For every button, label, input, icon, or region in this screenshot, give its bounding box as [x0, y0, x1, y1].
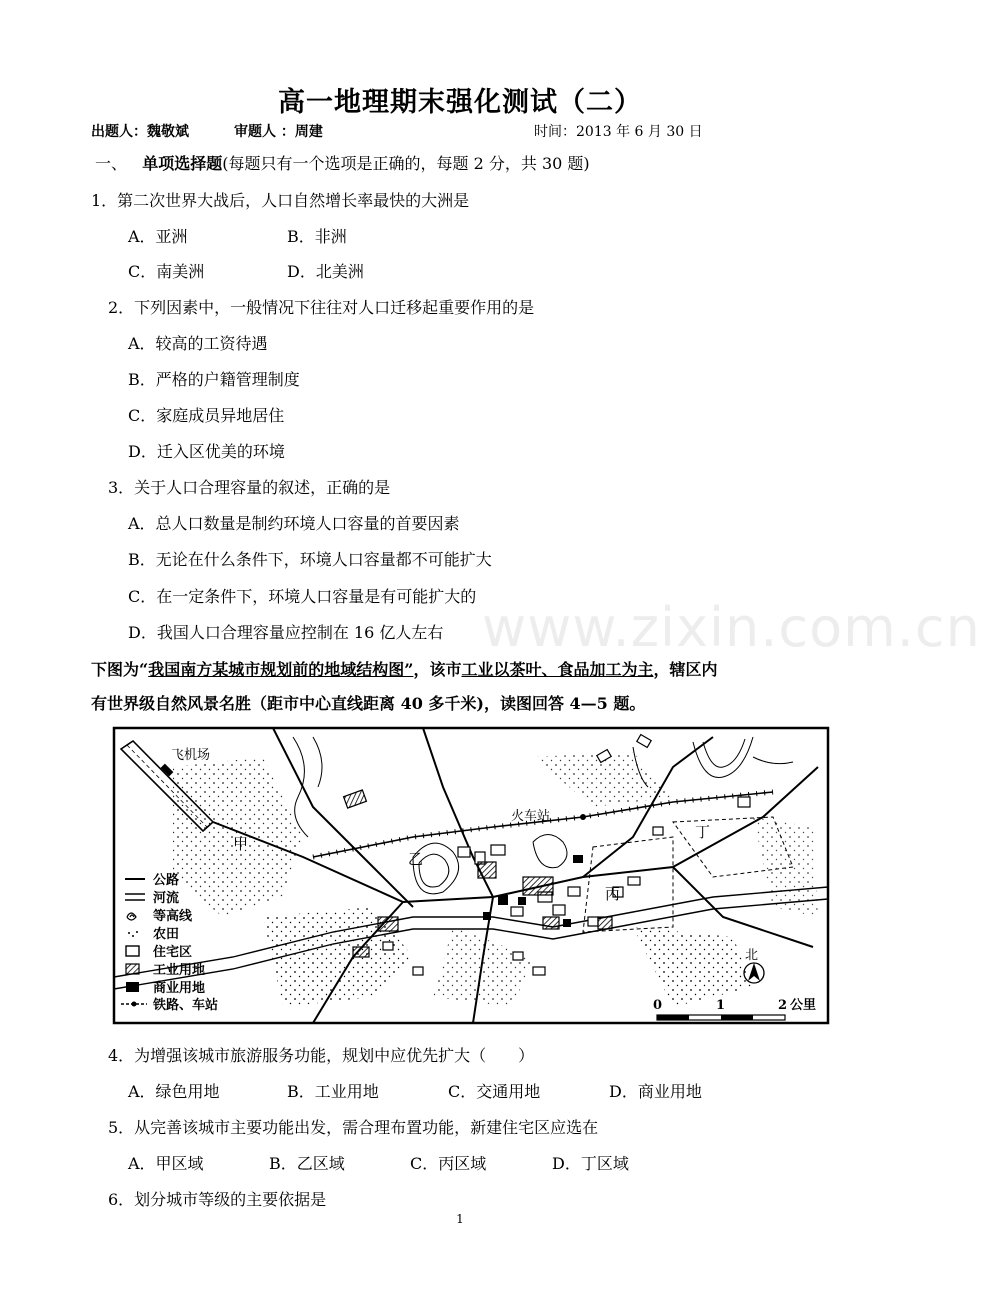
residential-legend-icon — [126, 946, 139, 956]
q4-option-d: D．商业用地 — [609, 1082, 702, 1101]
q3-option-a: A．总人口数量是制约环境人口容量的首要因素 — [128, 514, 460, 533]
q2-option-a: A．较高的工资待遇 — [128, 334, 268, 353]
q5-option-a: A．甲区域 — [128, 1154, 204, 1173]
region-bing-label: 丙 — [605, 885, 621, 903]
exam-date: 时间：2013 年 6 月 30 日 — [534, 124, 703, 140]
question-4-stem: 4．为增强该城市旅游服务功能，规划中应优先扩大（ ） — [108, 1046, 535, 1065]
legend-residential: 住宅区 — [153, 945, 193, 960]
legend-commercial: 商业用地 — [153, 981, 206, 996]
q3-option-c: C．在一定条件下，环境人口容量是有可能扩大的 — [128, 587, 477, 606]
q5-option-b: B．乙区域 — [269, 1154, 345, 1173]
q3-option-d: D．我国人口合理容量应控制在 16 亿人左右 — [128, 623, 444, 642]
city-structure-map — [113, 727, 829, 1024]
q4-option-c: C．交通用地 — [448, 1082, 541, 1101]
scale-unit: 公里 — [790, 998, 817, 1013]
scale-one: 1 — [716, 998, 726, 1013]
legend-contour: 等高线 — [153, 909, 193, 924]
legend-farmland: 农田 — [153, 927, 180, 942]
question-2-stem: 2．下列因素中，一般情况下往往对人口迁移起重要作用的是 — [108, 298, 535, 317]
section-heading: 单项选择题 — [142, 154, 223, 173]
page-title: 高一地理期末强化测试（二） — [278, 87, 642, 118]
reviewer: 审题人 ：周建 — [234, 124, 323, 140]
question-1-stem: 1．第二次世界大战后，人口自然增长率最快的大洲是 — [91, 191, 470, 210]
q5-option-d: D．丁区域 — [552, 1154, 629, 1173]
legend-road: 公路 — [153, 873, 180, 888]
intro-text: 下图为“ — [91, 660, 149, 679]
q2-option-b: B．严格的户籍管理制度 — [128, 370, 300, 389]
legend-railway: 铁路、车站 — [153, 998, 219, 1013]
q4-option-b: B．工业用地 — [287, 1082, 379, 1101]
q2-option-c: C．家庭成员异地居住 — [128, 406, 285, 425]
question-6-stem: 6．划分城市等级的主要依据是 — [108, 1190, 327, 1209]
intro-text: ，该市 — [413, 660, 462, 679]
q1-option-c: C．南美洲 — [128, 262, 205, 281]
section-number: 一、 — [95, 154, 128, 173]
map-intro-line-2: 有世界级自然风景名胜（距市中心直线距离 40 多千米)，读图回答 4—5 题。 — [91, 694, 646, 713]
watermark: www.zixin.com.cn — [482, 596, 981, 659]
q2-option-d: D．迁入区优美的环境 — [128, 442, 285, 461]
intro-underlined-industry: 工业以茶叶、食品加工为主 — [461, 660, 654, 679]
intro-text: ，辖区内 — [653, 660, 718, 679]
commercial-legend-icon — [126, 982, 139, 992]
q1-option-a: A．亚洲 — [128, 227, 188, 246]
q4-option-a: A．绿色用地 — [128, 1082, 220, 1101]
railway-station-label: 火车站 — [511, 809, 551, 824]
scale-zero: 0 — [653, 998, 663, 1013]
question-5-stem: 5．从完善该城市主要功能出发，需合理布置功能，新建住宅区应选在 — [108, 1118, 599, 1137]
region-ding-label: 丁 — [695, 823, 711, 841]
q1-option-d: D．北美洲 — [287, 262, 364, 281]
industrial-legend-icon — [126, 964, 139, 974]
author: 出题人：魏敬斌 — [91, 124, 189, 140]
section-header — [95, 151, 590, 174]
legend-industrial: 工业用地 — [153, 963, 206, 978]
north-label: 北 — [745, 948, 759, 963]
q5-option-c: C．丙区域 — [410, 1154, 487, 1173]
q3-option-b: B．无论在什么条件下，环境人口容量都不可能扩大 — [128, 550, 492, 569]
airport-label: 飞机场 — [171, 748, 211, 763]
intro-underlined-map-title: 我国南方某城市规划前的地域结构图” — [148, 660, 414, 679]
q1-option-b: B．非洲 — [287, 227, 347, 246]
section-note: (每题只有一个选项是正确的，每题 2 分，共 30 题) — [222, 154, 590, 173]
question-3-stem: 3．关于人口合理容量的叙述，正确的是 — [108, 478, 391, 497]
page-number: 1 — [456, 1212, 464, 1226]
region-yi-label: 乙 — [408, 850, 424, 868]
map-intro-line-1 — [91, 657, 717, 680]
region-jia-label: 甲 — [233, 835, 249, 853]
scale-two: 2 — [778, 998, 788, 1013]
legend-river: 河流 — [153, 891, 180, 906]
